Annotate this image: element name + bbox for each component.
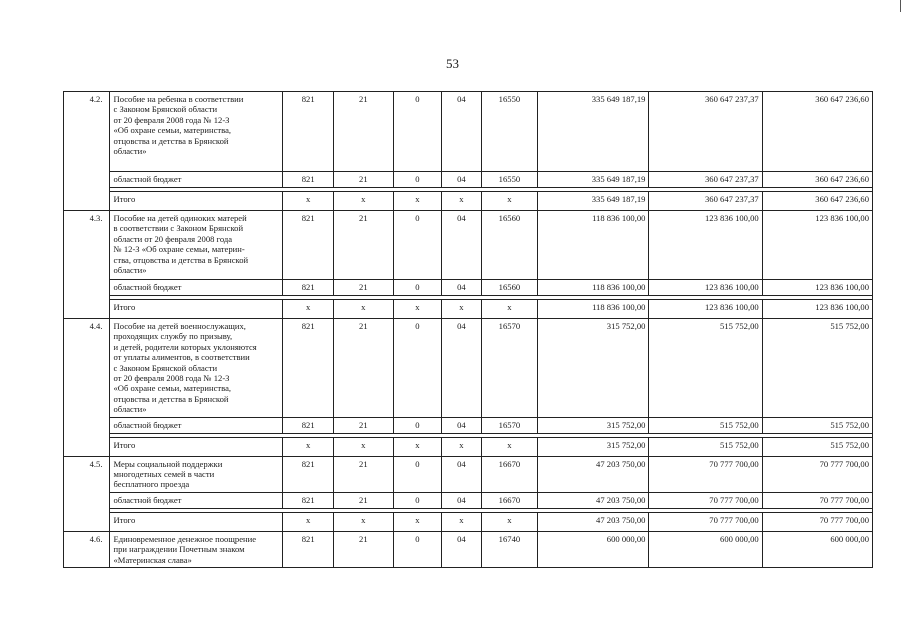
budget-source-code-c1: 821 bbox=[283, 417, 334, 433]
budget-source-code-c4: 04 bbox=[442, 172, 481, 188]
total-label: Итого bbox=[109, 300, 283, 319]
table-row bbox=[64, 300, 873, 319]
page-number: 53 bbox=[446, 56, 459, 71]
total-amount-v2: 360 647 237,37 bbox=[649, 192, 762, 211]
item-code-c3: 0 bbox=[393, 211, 442, 280]
budget-source-code-c5: 16550 bbox=[481, 172, 538, 188]
total-amount-v1: 315 752,00 bbox=[538, 437, 649, 456]
item-amount-v2: 515 752,00 bbox=[649, 319, 762, 418]
budget-source-code-c2: 21 bbox=[333, 280, 393, 296]
table-row bbox=[64, 211, 873, 280]
description-line: с Законом Брянской области bbox=[113, 362, 218, 373]
description-line: области от 20 февраля 2008 года bbox=[113, 233, 233, 244]
item-description bbox=[109, 319, 283, 418]
budget-source-label: областной бюджет bbox=[109, 280, 283, 296]
budget-source-code-c1: 821 bbox=[283, 280, 334, 296]
description-line: «Об охране семьи, материнства, bbox=[113, 383, 232, 394]
description-line: от уплаты алиментов, в соответствии bbox=[113, 352, 250, 363]
total-amount-v3: 70 777 700,00 bbox=[762, 512, 872, 531]
description-line: бесплатного проезда bbox=[113, 479, 190, 490]
item-amount-v1: 335 649 187,19 bbox=[538, 92, 649, 172]
budget-source-code-c2: 21 bbox=[333, 492, 393, 508]
total-code-c1: х bbox=[283, 512, 334, 531]
item-code-c1: 821 bbox=[283, 531, 334, 567]
budget-source-code-c3: 0 bbox=[393, 280, 442, 296]
budget-source-code-c2: 21 bbox=[333, 172, 393, 188]
budget-source-amount-v2: 360 647 237,37 bbox=[649, 172, 762, 188]
budget-source-amount-v3: 360 647 236,60 bbox=[762, 172, 872, 188]
item-amount-v3: 123 836 100,00 bbox=[762, 211, 872, 280]
item-description bbox=[109, 211, 283, 280]
table-row bbox=[64, 456, 873, 492]
total-amount-v3: 515 752,00 bbox=[762, 437, 872, 456]
item-amount-v2: 70 777 700,00 bbox=[649, 456, 762, 492]
description-line: Меры социальной поддержки bbox=[113, 458, 223, 469]
item-code-c5: 16570 bbox=[481, 319, 538, 418]
total-label: Итого bbox=[109, 512, 283, 531]
budget-source-amount-v2: 70 777 700,00 bbox=[649, 492, 762, 508]
item-amount-v2: 360 647 237,37 bbox=[649, 92, 762, 172]
total-code-c2: х bbox=[333, 437, 393, 456]
total-code-c2: х bbox=[333, 512, 393, 531]
item-code-c2: 21 bbox=[333, 319, 393, 418]
edge-mark bbox=[900, 0, 901, 12]
total-code-c3: х bbox=[393, 437, 442, 456]
budget-source-code-c4: 04 bbox=[442, 417, 481, 433]
table-row bbox=[64, 172, 873, 188]
item-amount-v1: 47 203 750,00 bbox=[538, 456, 649, 492]
table-row bbox=[64, 192, 873, 211]
budget-source-code-c2: 21 bbox=[333, 417, 393, 433]
budget-source-code-c1: 821 bbox=[283, 492, 334, 508]
description-line: «Материнская слава» bbox=[113, 554, 192, 565]
item-amount-v3: 600 000,00 bbox=[762, 531, 872, 567]
item-code-c2: 21 bbox=[333, 211, 393, 280]
budget-source-code-c5: 16670 bbox=[481, 492, 538, 508]
table-row bbox=[64, 417, 873, 433]
total-amount-v3: 123 836 100,00 bbox=[762, 300, 872, 319]
item-number: 4.6. bbox=[64, 531, 110, 567]
table-row bbox=[64, 319, 873, 418]
item-code-c1: 821 bbox=[283, 319, 334, 418]
total-code-c3: х bbox=[393, 192, 442, 211]
description-line: в соответствии с Законом Брянской bbox=[113, 223, 244, 234]
item-number: 4.4. bbox=[64, 319, 110, 457]
budget-source-code-c5: 16570 bbox=[481, 417, 538, 433]
item-code-c3: 0 bbox=[393, 92, 442, 172]
budget-table bbox=[63, 91, 873, 568]
total-amount-v2: 70 777 700,00 bbox=[649, 512, 762, 531]
budget-source-amount-v1: 47 203 750,00 bbox=[538, 492, 649, 508]
total-label: Итого bbox=[109, 437, 283, 456]
description-line: от 20 февраля 2008 года № 12-З bbox=[113, 114, 230, 125]
table-row bbox=[64, 92, 873, 172]
item-amount-v3: 360 647 236,60 bbox=[762, 92, 872, 172]
description-line: с Законом Брянской области bbox=[113, 104, 218, 115]
total-code-c5: х bbox=[481, 300, 538, 319]
budget-source-code-c4: 04 bbox=[442, 492, 481, 508]
total-code-c4: х bbox=[442, 192, 481, 211]
description-line: проходящих службу по призыву, bbox=[113, 331, 233, 342]
table-row bbox=[64, 531, 873, 567]
budget-source-code-c3: 0 bbox=[393, 492, 442, 508]
description-line: области» bbox=[113, 404, 147, 415]
budget-source-amount-v3: 70 777 700,00 bbox=[762, 492, 872, 508]
description-line: области» bbox=[113, 146, 147, 157]
total-code-c3: х bbox=[393, 300, 442, 319]
description-line: отцовства и детства в Брянской bbox=[113, 393, 229, 404]
budget-source-amount-v2: 515 752,00 bbox=[649, 417, 762, 433]
budget-source-amount-v1: 118 836 100,00 bbox=[538, 280, 649, 296]
total-label: Итого bbox=[109, 192, 283, 211]
description-line: «Об охране семьи, материнства, bbox=[113, 125, 232, 136]
table-row bbox=[64, 437, 873, 456]
item-code-c2: 21 bbox=[333, 92, 393, 172]
total-code-c4: х bbox=[442, 437, 481, 456]
item-code-c5: 16740 bbox=[481, 531, 538, 567]
item-number: 4.2. bbox=[64, 92, 110, 211]
item-code-c5: 16550 bbox=[481, 92, 538, 172]
total-code-c5: х bbox=[481, 512, 538, 531]
budget-source-label: областной бюджет bbox=[109, 492, 283, 508]
budget-source-code-c1: 821 bbox=[283, 172, 334, 188]
table-row bbox=[64, 492, 873, 508]
item-amount-v1: 118 836 100,00 bbox=[538, 211, 649, 280]
item-code-c1: 821 bbox=[283, 456, 334, 492]
item-amount-v2: 600 000,00 bbox=[649, 531, 762, 567]
item-number: 4.3. bbox=[64, 211, 110, 319]
budget-source-code-c5: 16560 bbox=[481, 280, 538, 296]
description-line: отцовства и детства в Брянской bbox=[113, 135, 229, 146]
description-line: Пособие на ребенка в соответствии bbox=[113, 94, 244, 104]
item-amount-v3: 515 752,00 bbox=[762, 319, 872, 418]
budget-table-body bbox=[64, 92, 873, 568]
budget-source-label: областной бюджет bbox=[109, 172, 283, 188]
budget-source-amount-v3: 123 836 100,00 bbox=[762, 280, 872, 296]
item-code-c5: 16670 bbox=[481, 456, 538, 492]
description-line: при награждении Почетным знаком bbox=[113, 544, 245, 555]
budget-source-label: областной бюджет bbox=[109, 417, 283, 433]
item-code-c1: 821 bbox=[283, 211, 334, 280]
total-code-c4: х bbox=[442, 512, 481, 531]
total-amount-v1: 118 836 100,00 bbox=[538, 300, 649, 319]
description-line: Единовременное денежное поощрение bbox=[113, 533, 257, 544]
description-line: многодетных семей в части bbox=[113, 469, 215, 480]
total-code-c5: х bbox=[481, 192, 538, 211]
total-code-c1: х bbox=[283, 437, 334, 456]
table-row bbox=[64, 512, 873, 531]
total-code-c2: х bbox=[333, 192, 393, 211]
item-code-c2: 21 bbox=[333, 456, 393, 492]
budget-source-amount-v3: 515 752,00 bbox=[762, 417, 872, 433]
total-code-c1: х bbox=[283, 192, 334, 211]
item-code-c1: 821 bbox=[283, 92, 334, 172]
item-code-c3: 0 bbox=[393, 319, 442, 418]
total-code-c5: х bbox=[481, 437, 538, 456]
item-code-c4: 04 bbox=[442, 319, 481, 418]
item-code-c3: 0 bbox=[393, 456, 442, 492]
budget-source-amount-v1: 315 752,00 bbox=[538, 417, 649, 433]
item-description bbox=[109, 92, 283, 172]
item-code-c4: 04 bbox=[442, 92, 481, 172]
item-code-c2: 21 bbox=[333, 531, 393, 567]
table-row bbox=[64, 280, 873, 296]
budget-source-amount-v1: 335 649 187,19 bbox=[538, 172, 649, 188]
item-code-c3: 0 bbox=[393, 531, 442, 567]
total-code-c3: х bbox=[393, 512, 442, 531]
total-code-c1: х bbox=[283, 300, 334, 319]
item-code-c4: 04 bbox=[442, 531, 481, 567]
total-amount-v2: 123 836 100,00 bbox=[649, 300, 762, 319]
item-code-c4: 04 bbox=[442, 456, 481, 492]
total-code-c4: х bbox=[442, 300, 481, 319]
description-line: от 20 февраля 2008 года № 12-З bbox=[113, 373, 230, 384]
total-code-c2: х bbox=[333, 300, 393, 319]
item-description bbox=[109, 531, 283, 567]
item-amount-v1: 600 000,00 bbox=[538, 531, 649, 567]
item-number: 4.5. bbox=[64, 456, 110, 531]
total-amount-v2: 515 752,00 bbox=[649, 437, 762, 456]
total-amount-v1: 47 203 750,00 bbox=[538, 512, 649, 531]
budget-source-code-c4: 04 bbox=[442, 280, 481, 296]
total-amount-v3: 360 647 236,60 bbox=[762, 192, 872, 211]
description-line: области» bbox=[113, 265, 147, 276]
item-code-c4: 04 bbox=[442, 211, 481, 280]
item-code-c5: 16560 bbox=[481, 211, 538, 280]
item-amount-v2: 123 836 100,00 bbox=[649, 211, 762, 280]
description-line: ства, отцовства и детства в Брянской bbox=[113, 254, 249, 265]
budget-source-amount-v2: 123 836 100,00 bbox=[649, 280, 762, 296]
description-line: Пособие на детей одиноких матерей bbox=[113, 213, 247, 223]
item-amount-v3: 70 777 700,00 bbox=[762, 456, 872, 492]
item-amount-v1: 315 752,00 bbox=[538, 319, 649, 418]
item-description bbox=[109, 456, 283, 492]
description-line: и детей, родители которых уклоняются bbox=[113, 341, 257, 352]
budget-source-code-c3: 0 bbox=[393, 172, 442, 188]
description-line: Пособие на детей военнослужащих, bbox=[113, 321, 246, 331]
total-amount-v1: 335 649 187,19 bbox=[538, 192, 649, 211]
budget-source-code-c3: 0 bbox=[393, 417, 442, 433]
description-line: № 12-З «Об охране семьи, материн- bbox=[113, 244, 245, 255]
